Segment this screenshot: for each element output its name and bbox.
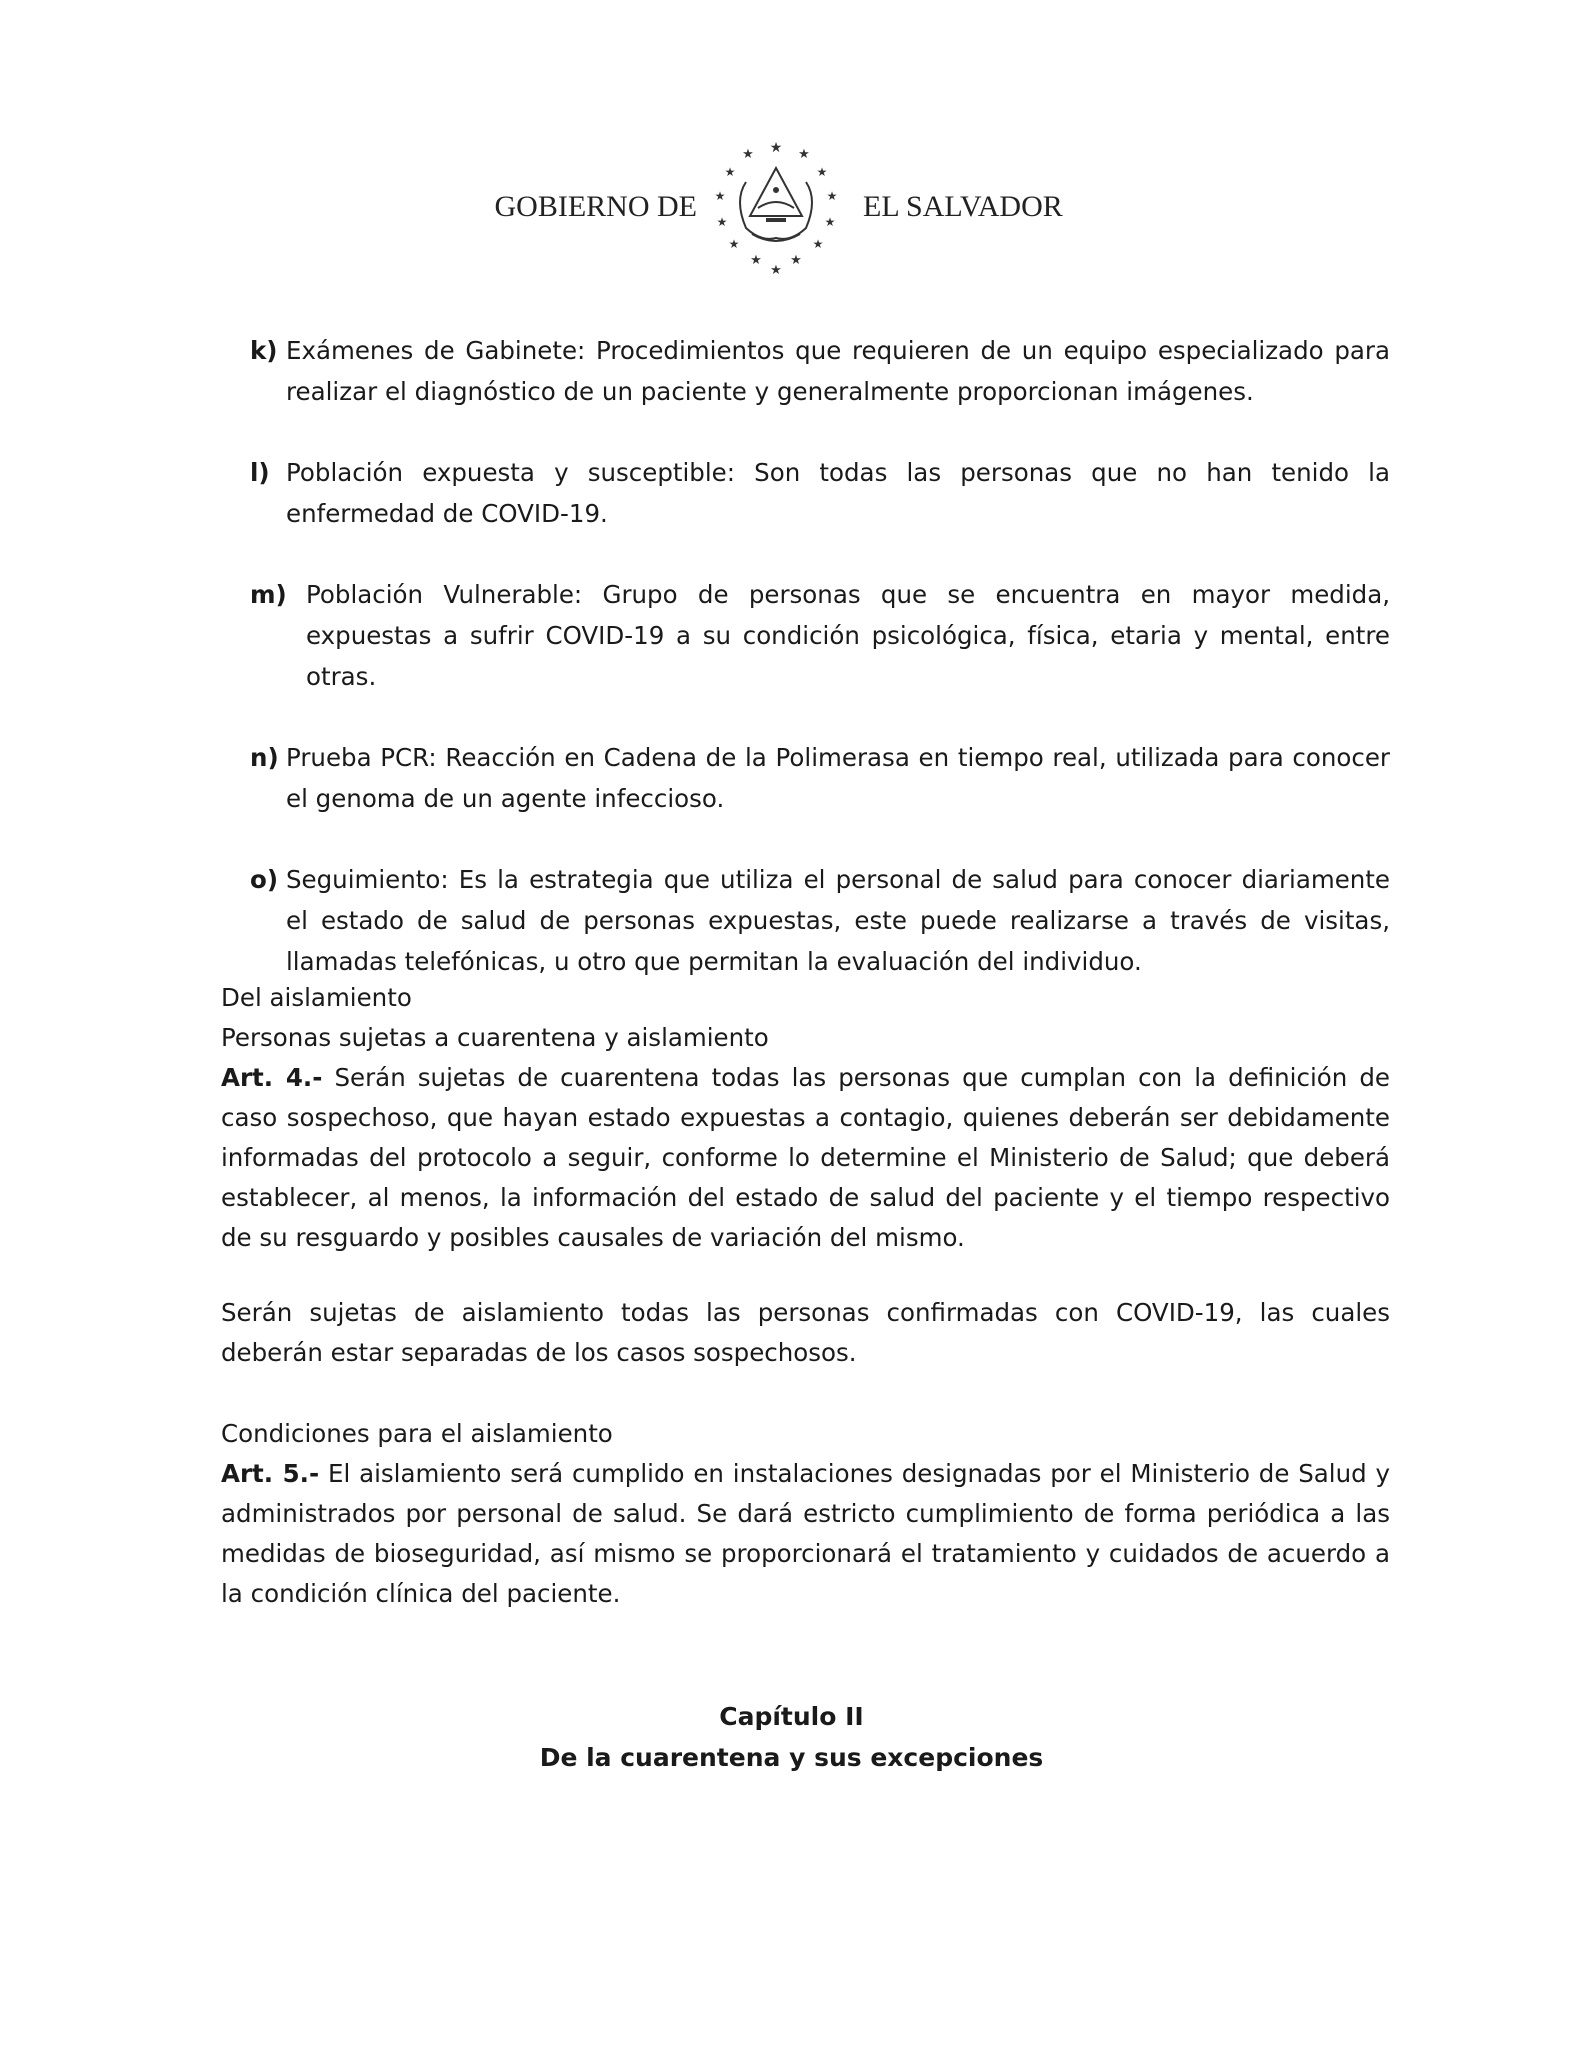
paragraph: Serán sujetas de aislamiento todas las personas confirmadas con COVID-19, las cuales deberán estar separadas de los casos sospechosos. [221, 1298, 1390, 1367]
definition-marker: n) [250, 743, 279, 772]
article-4 [221, 1058, 1390, 1258]
article-label: Art. 5.- [221, 1459, 320, 1488]
definition-marker: o) [250, 865, 279, 894]
definitions-list [250, 330, 1390, 1022]
definition-item [250, 452, 1390, 534]
el-salvador-coat-of-arms-icon [706, 138, 846, 278]
definition-item [250, 737, 1390, 819]
article-label: Art. 4.- [221, 1063, 323, 1092]
article-5 [221, 1454, 1390, 1614]
section-aislamiento [221, 978, 1390, 1258]
chapter-heading [0, 1696, 1583, 1778]
section-condiciones [221, 1414, 1390, 1614]
svg-text:★: ★ [750, 253, 762, 268]
section-heading: Del aislamiento [221, 983, 412, 1012]
definition-item [250, 859, 1390, 982]
definition-text: Población expuesta y susceptible: Son todas las personas que no han tenido la enfermedad de COVID-19. [286, 458, 1390, 528]
section-subheading: Personas sujetas a cuarentena y aislamiento [221, 1023, 769, 1052]
svg-text:★: ★ [714, 189, 726, 203]
svg-text:★: ★ [769, 140, 783, 156]
definition-marker: m) [250, 580, 287, 609]
letterhead-left-text: GOBIERNO DE [494, 190, 697, 223]
letterhead [0, 138, 1583, 278]
section-heading: Condiciones para el aislamiento [221, 1419, 613, 1448]
svg-text:★: ★ [716, 215, 728, 229]
svg-text:★: ★ [790, 253, 802, 268]
definition-text: Exámenes de Gabinete: Procedimientos que requieren de un equipo especializado para realizar el diagnóstico de un paciente y generalmente proporcionan imágenes. [286, 336, 1390, 406]
definition-item [250, 574, 1390, 697]
definition-text: Prueba PCR: Reacción en Cadena de la Polimerasa en tiempo real, utilizada para conocer el genoma de un agente infeccioso. [286, 743, 1390, 813]
svg-text:★: ★ [724, 165, 736, 179]
section-aislamiento-paragraph [221, 1293, 1390, 1373]
svg-text:★: ★ [770, 263, 782, 278]
article-text: El aislamiento será cumplido en instalaciones designadas por el Ministerio de Salud y administrados por personal de salud. Se dará estricto cumplimiento de forma periódica a las medidas de bioseguridad, así mismo se proporcionará el tratamiento y cuidados de acuerdo a la condición clínica del paciente. [221, 1459, 1390, 1608]
svg-text:★: ★ [728, 237, 740, 251]
svg-text:★: ★ [816, 165, 828, 179]
chapter-title: Capítulo II [719, 1702, 864, 1731]
article-text: Serán sujetas de cuarentena todas las personas que cumplan con la definición de caso sospechoso, que hayan estado expuestas a contagio, quienes deberán ser debidamente informadas del protocolo a seguir, conforme lo determine el Ministerio de Salud; que deberá establecer, al menos, la información del estado de salud del paciente y el tiempo respectivo de su resguardo y posibles causales de variación del mismo. [221, 1063, 1390, 1252]
definition-text: Seguimiento: Es la estrategia que utiliza el personal de salud para conocer diariamente el estado de salud de personas expuestas, este puede realizarse a través de visitas, llamadas telefónicas, u otro que permitan la evaluación del individuo. [286, 865, 1390, 976]
chapter-subtitle: De la cuarentena y sus excepciones [539, 1743, 1044, 1772]
svg-text:★: ★ [826, 189, 838, 203]
svg-text:★: ★ [798, 147, 810, 162]
letterhead-right-text: EL SALVADOR [863, 190, 1063, 223]
definition-marker: l) [250, 458, 270, 487]
definition-item [250, 330, 1390, 412]
definition-marker: k) [250, 336, 278, 365]
svg-text:★: ★ [824, 215, 836, 229]
svg-text:★: ★ [742, 147, 754, 162]
definition-text: Población Vulnerable: Grupo de personas que se encuentra en mayor medida, expuestas a sufrir COVID-19 a su condición psicológica, física, etaria y mental, entre otras. [306, 580, 1390, 691]
svg-text:★: ★ [812, 237, 824, 251]
